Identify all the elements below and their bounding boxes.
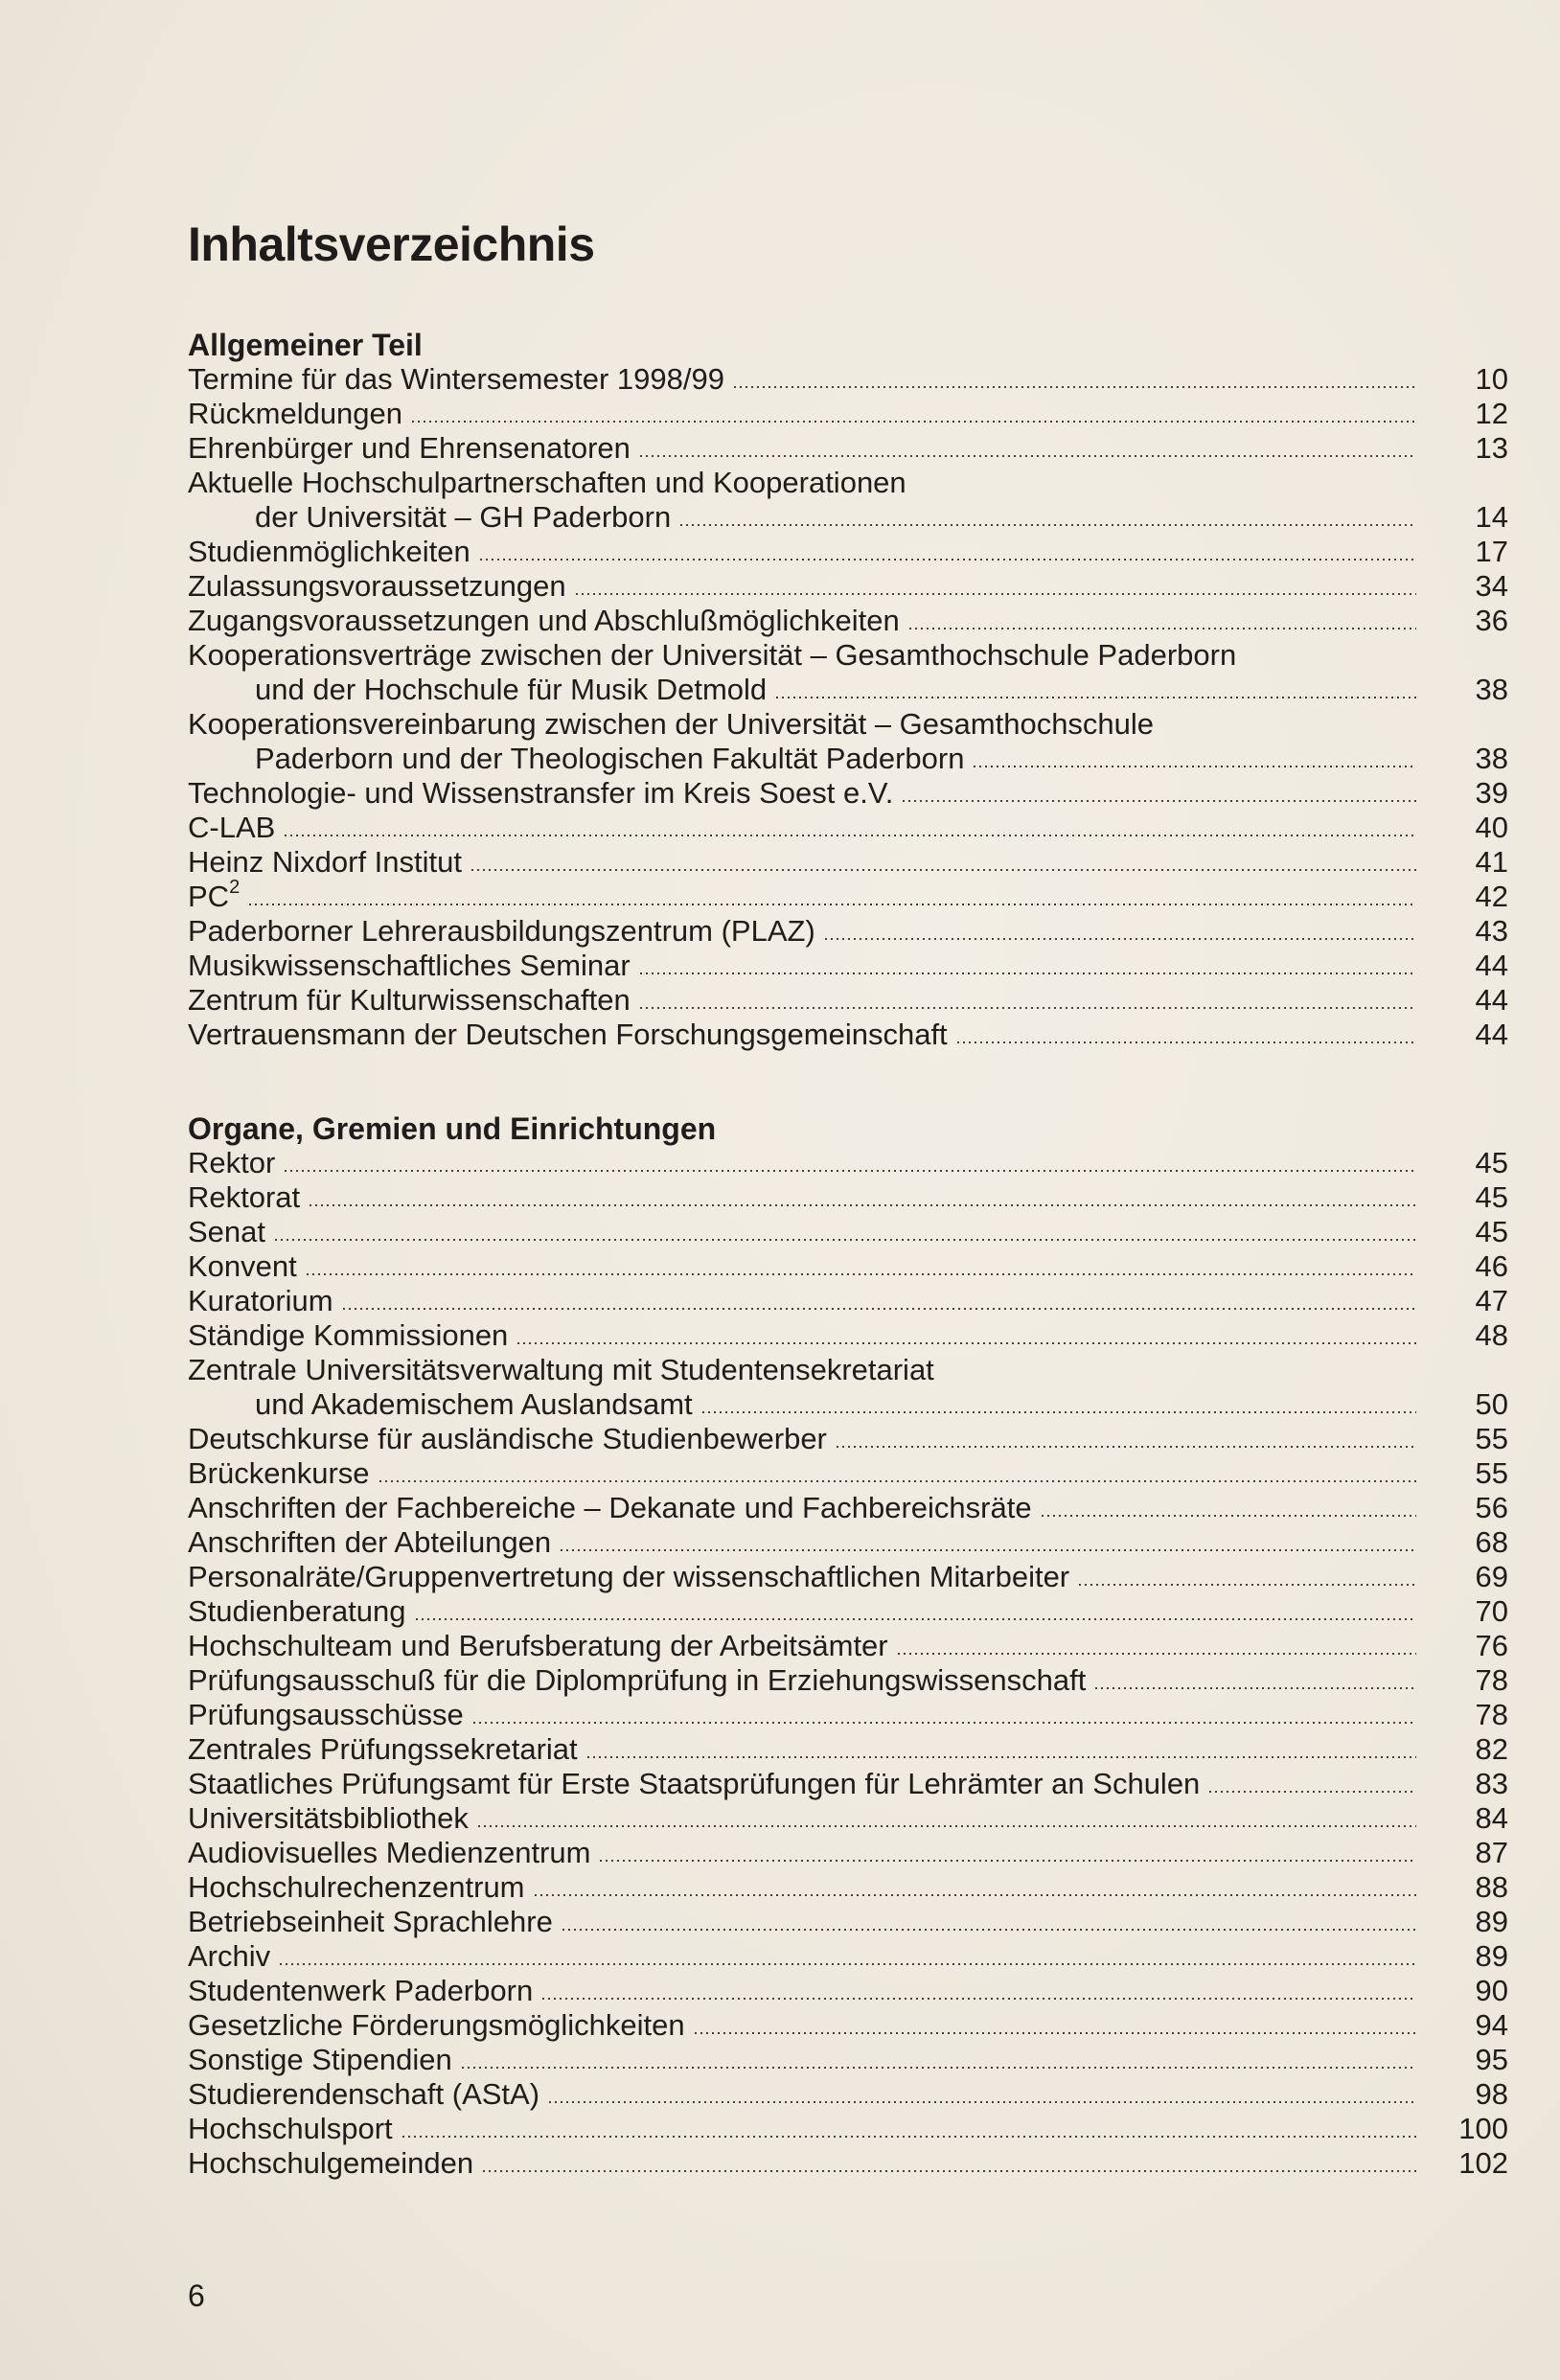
toc-entry [188,2077,1508,2112]
toc-entry [188,1698,1508,1732]
dot-leader [476,1825,1416,1827]
toc-entry [188,811,1508,845]
toc-entry [188,1249,1508,1284]
toc-entry [188,1018,1508,1052]
toc-entry [188,1870,1508,1905]
page-number: 6 [188,2278,205,2313]
toc-entry-title: Prüfungsausschüsse [188,1698,464,1731]
toc-entry-title: Kooperationsvereinbarung zwischen der Universität – Gesamthochschule [188,707,1155,741]
toc-entry-page: 42 [1475,880,1508,913]
toc-entry-title: Staatliches Prüfungsamt für Erste Staatsprüfungen für Lehrämter an Schulen [188,1767,1201,1800]
toc-entry-title: Gesetzliche Förderungsmöglichkeiten [188,2008,685,2042]
toc-entry-page: 48 [1475,1318,1508,1352]
toc-entry [188,638,1508,707]
toc-entry-page: 90 [1475,1974,1508,2007]
dot-leader [278,1963,1416,1965]
toc-entry [188,983,1508,1018]
toc-entry-title: Hochschulgemeinden [188,2146,474,2180]
toc-entry-page: 102 [1458,2146,1508,2180]
toc-entry-title: Technologie- und Wissenstransfer im Kreis Soest e.V. [188,776,894,810]
toc-entry-page: 83 [1475,1767,1508,1800]
toc-entry-page: 87 [1475,1836,1508,1869]
toc-entry-page: 39 [1475,776,1508,810]
dot-leader [283,835,1416,836]
toc-entry-title: und Akademischem Auslandsamt [255,1387,693,1421]
toc-entry-title: Studienberatung [188,1594,406,1628]
dot-leader [1040,1515,1416,1517]
toc-entry-page: 41 [1475,845,1508,879]
toc-entry-page: 44 [1475,1018,1508,1051]
toc-entry [188,535,1508,569]
toc-entry-title: Vertrauensmann der Deutschen Forschungsgemeinschaft [188,1018,948,1051]
toc-entry-page: 76 [1475,1629,1508,1662]
toc-entry-title: Musikwissenschaftliches Seminar [188,949,631,982]
dot-leader [823,938,1416,940]
toc-entry-title: Studienmöglichkeiten [188,535,470,568]
toc-entry-title: Kooperationsverträge zwischen der Universität – Gesamthochschule Paderborn [188,638,1237,672]
toc-entry-title: Zugangsvoraussetzungen und Abschlußmöglichkeiten [188,604,900,637]
toc-entry-page: 12 [1475,397,1508,430]
toc-entry-title: Universitätsbibliothek [188,1801,469,1835]
dot-leader [470,869,1416,871]
toc-entry-title: C-LAB [188,811,276,844]
dot-leader [305,1273,1416,1275]
toc-entry-page: 70 [1475,1594,1508,1628]
toc-entry-title: Hochschulrechenzentrum [188,1870,525,1904]
toc-entry-title: Brückenkurse [188,1456,370,1490]
dot-leader [341,1308,1416,1310]
toc-entry [188,2043,1508,2077]
toc-entry [188,2146,1508,2181]
dot-leader [283,1170,1416,1172]
toc-entry [188,604,1508,638]
dot-leader [561,1929,1416,1931]
dot-leader [401,2136,1416,2138]
toc-entry [188,569,1508,604]
toc-entry-page: 98 [1475,2077,1508,2111]
toc-entry-page: 56 [1475,1491,1508,1524]
toc-entry [188,1353,1508,1422]
toc-entry-title: Studentenwerk Paderborn [188,1974,534,2007]
toc-entry-title: Anschriften der Abteilungen [188,1525,552,1559]
toc-entry [188,466,1508,535]
toc-entry-page: 14 [1475,500,1508,534]
toc-entry-page: 47 [1475,1284,1508,1317]
dot-leader [1207,1791,1416,1793]
toc-entry [188,776,1508,811]
toc-entry [188,1767,1508,1801]
dot-leader [414,1618,1416,1620]
toc-entry-title: Ehrenbürger und Ehrensenatoren [188,431,631,465]
toc-entry-page: 78 [1475,1698,1508,1731]
dot-leader [247,904,1416,905]
toc-entry [188,1663,1508,1698]
toc-entry-title: Zentrale Universitätsverwaltung mit Studentensekretariat [188,1353,934,1386]
dot-leader [547,2101,1416,2103]
toc-entry-title: Zentrales Prüfungssekretariat [188,1732,578,1766]
toc-entry-page: 40 [1475,811,1508,844]
toc-entry-page: 100 [1458,2112,1508,2145]
toc-entry-page: 44 [1475,949,1508,982]
toc-entry-page: 46 [1475,1249,1508,1283]
toc-entry-page: 55 [1475,1422,1508,1455]
toc-entry-title: Aktuelle Hochschulpartnerschaften und Kooperationen [188,466,906,499]
toc-entry [188,1456,1508,1491]
toc-entry-page: 84 [1475,1801,1508,1835]
toc-entry-title: Hochschulsport [188,2112,393,2145]
toc-entry-page: 45 [1475,1180,1508,1214]
dot-leader [481,2170,1416,2172]
toc-entry [188,1939,1508,1974]
toc-entry [188,1732,1508,1767]
toc-entry-page: 36 [1475,604,1508,637]
toc-entry-title: Paderborner Lehrerausbildungszentrum (PLAZ) [188,914,815,948]
toc-entry-page: 68 [1475,1525,1508,1559]
toc-entry [188,1525,1508,1560]
toc-entry [188,1836,1508,1870]
toc-entry-page: 89 [1475,1939,1508,1973]
toc-entry [188,362,1508,397]
dot-leader [378,1480,1416,1482]
toc-entry-title: Anschriften der Fachbereiche – Dekanate und Fachbereichsräte [188,1491,1032,1524]
toc-list [188,1146,1508,2181]
toc-entry-title: Rektor [188,1146,276,1179]
toc-entry [188,431,1508,466]
toc-entry-page: 45 [1475,1215,1508,1248]
toc-entry-title: Archiv [188,1939,271,1973]
dot-leader [1077,1584,1416,1586]
toc-entry-page: 17 [1475,535,1508,568]
toc-entry-title: Sonstige Stipendien [188,2043,452,2076]
toc-entry-title: Zulassungsvoraussetzungen [188,569,566,603]
dot-leader [1093,1687,1416,1689]
section-organe [188,1111,1508,2181]
toc-entry-title: Konvent [188,1249,297,1283]
toc-entry-page: 38 [1475,673,1508,706]
dot-leader [907,628,1416,629]
dot-leader [540,1998,1416,2000]
dot-leader [533,1894,1416,1896]
toc-entry-title: Zentrum für Kulturwissenschaften [188,983,631,1017]
section-heading: Organe, Gremien und Einrichtungen [188,1111,717,1146]
toc-entry-page: 69 [1475,1560,1508,1593]
dot-leader [516,1342,1416,1344]
toc-entry-page: 78 [1475,1663,1508,1697]
section-allgemeiner-teil [188,328,1508,1052]
toc-entry-page: 45 [1475,1146,1508,1179]
dot-leader [896,1653,1416,1655]
toc-entry [188,1215,1508,1249]
dot-leader [559,1549,1416,1551]
toc-entry-title: Deutschkurse für ausländische Studienbewerber [188,1422,827,1455]
toc-entry-title: $PC^2$ [188,877,241,913]
toc-entry-title: Ständige Kommissionen [188,1318,509,1352]
dot-leader [460,2067,1416,2069]
dot-leader [693,2032,1416,2034]
toc-entry [188,1146,1508,1180]
toc-entry-title: Prüfungsausschuß für die Diplomprüfung in Erziehungswissenschaft [188,1663,1087,1697]
toc-entry-page: 94 [1475,2008,1508,2042]
toc-entry [188,914,1508,949]
toc-entry-page: 10 [1475,362,1508,396]
dot-leader [585,1756,1416,1758]
dot-leader [638,973,1416,974]
toc-entry-title: Kuratorium [188,1284,333,1317]
toc-entry-page: 95 [1475,2043,1508,2076]
toc-entry [188,1801,1508,1836]
dot-leader [598,1860,1416,1862]
toc-entry-title: Paderborn und der Theologischen Fakultät Paderborn [255,742,965,775]
toc-entry-title: Audiovisuelles Medienzentrum [188,1836,591,1869]
toc-entry [188,2112,1508,2146]
toc-entry-page: 43 [1475,914,1508,948]
dot-leader [638,1007,1416,1009]
toc-entry-page: 50 [1475,1387,1508,1421]
toc-entry-page: 44 [1475,983,1508,1017]
section-heading: Allgemeiner Teil [188,328,423,362]
dot-leader [955,1041,1416,1043]
dot-leader [478,559,1416,561]
toc-entry-title: Rektorat [188,1180,301,1214]
toc-entry [188,949,1508,983]
toc-entry-page: 89 [1475,1905,1508,1938]
toc-entry [188,1594,1508,1629]
dot-leader [972,766,1416,767]
toc-entry [188,1560,1508,1594]
toc-entry-title: Termine für das Wintersemester 1998/99 [188,362,724,396]
toc-entry-title: und der Hochschule für Musik Detmold [255,673,768,706]
toc-entry [188,1422,1508,1456]
toc-entry [188,877,1508,914]
dot-leader [901,800,1416,802]
dot-leader [774,697,1416,698]
toc-entry-page: 88 [1475,1870,1508,1904]
dot-leader [410,421,1416,423]
toc-entry-title: Heinz Nixdorf Institut [188,845,462,879]
toc-entry-title: Rückmeldungen [188,397,403,430]
toc-entry-title: Senat [188,1215,266,1248]
toc-entry [188,1491,1508,1525]
toc-entry [188,1284,1508,1318]
toc-entry-page: 82 [1475,1732,1508,1766]
toc-entry [188,1974,1508,2008]
dot-leader [273,1239,1416,1241]
dot-leader [835,1446,1416,1448]
dot-leader [308,1204,1416,1206]
toc-entry [188,1629,1508,1663]
toc-entry [188,707,1508,776]
toc-entry [188,845,1508,880]
toc-entry-title: Hochschulteam und Berufsberatung der Arbeitsämter [188,1629,888,1662]
toc-list [188,362,1508,1052]
toc-entry [188,2008,1508,2043]
toc-entry-page: 34 [1475,569,1508,603]
toc-entry-page: 38 [1475,742,1508,775]
dot-leader [574,593,1416,595]
toc-entry [188,1905,1508,1939]
toc-entry-page: 13 [1475,431,1508,465]
toc-entry [188,397,1508,431]
toc-entry-title: Studierendenschaft (AStA) [188,2077,540,2111]
dot-leader [732,386,1416,388]
page-title: Inhaltsverzeichnis [188,217,595,271]
toc-entry-page: 55 [1475,1456,1508,1490]
dot-leader [700,1411,1416,1413]
toc-entry-title: der Universität – GH Paderborn [255,500,672,534]
dot-leader [678,524,1416,526]
dot-leader [471,1722,1416,1724]
dot-leader [638,455,1416,457]
toc-entry-title: Betriebseinheit Sprachlehre [188,1905,553,1938]
toc-entry [188,1318,1508,1353]
toc-entry-title: Personalräte/Gruppenvertretung der wissenschaftlichen Mitarbeiter [188,1560,1070,1593]
toc-entry [188,1180,1508,1215]
